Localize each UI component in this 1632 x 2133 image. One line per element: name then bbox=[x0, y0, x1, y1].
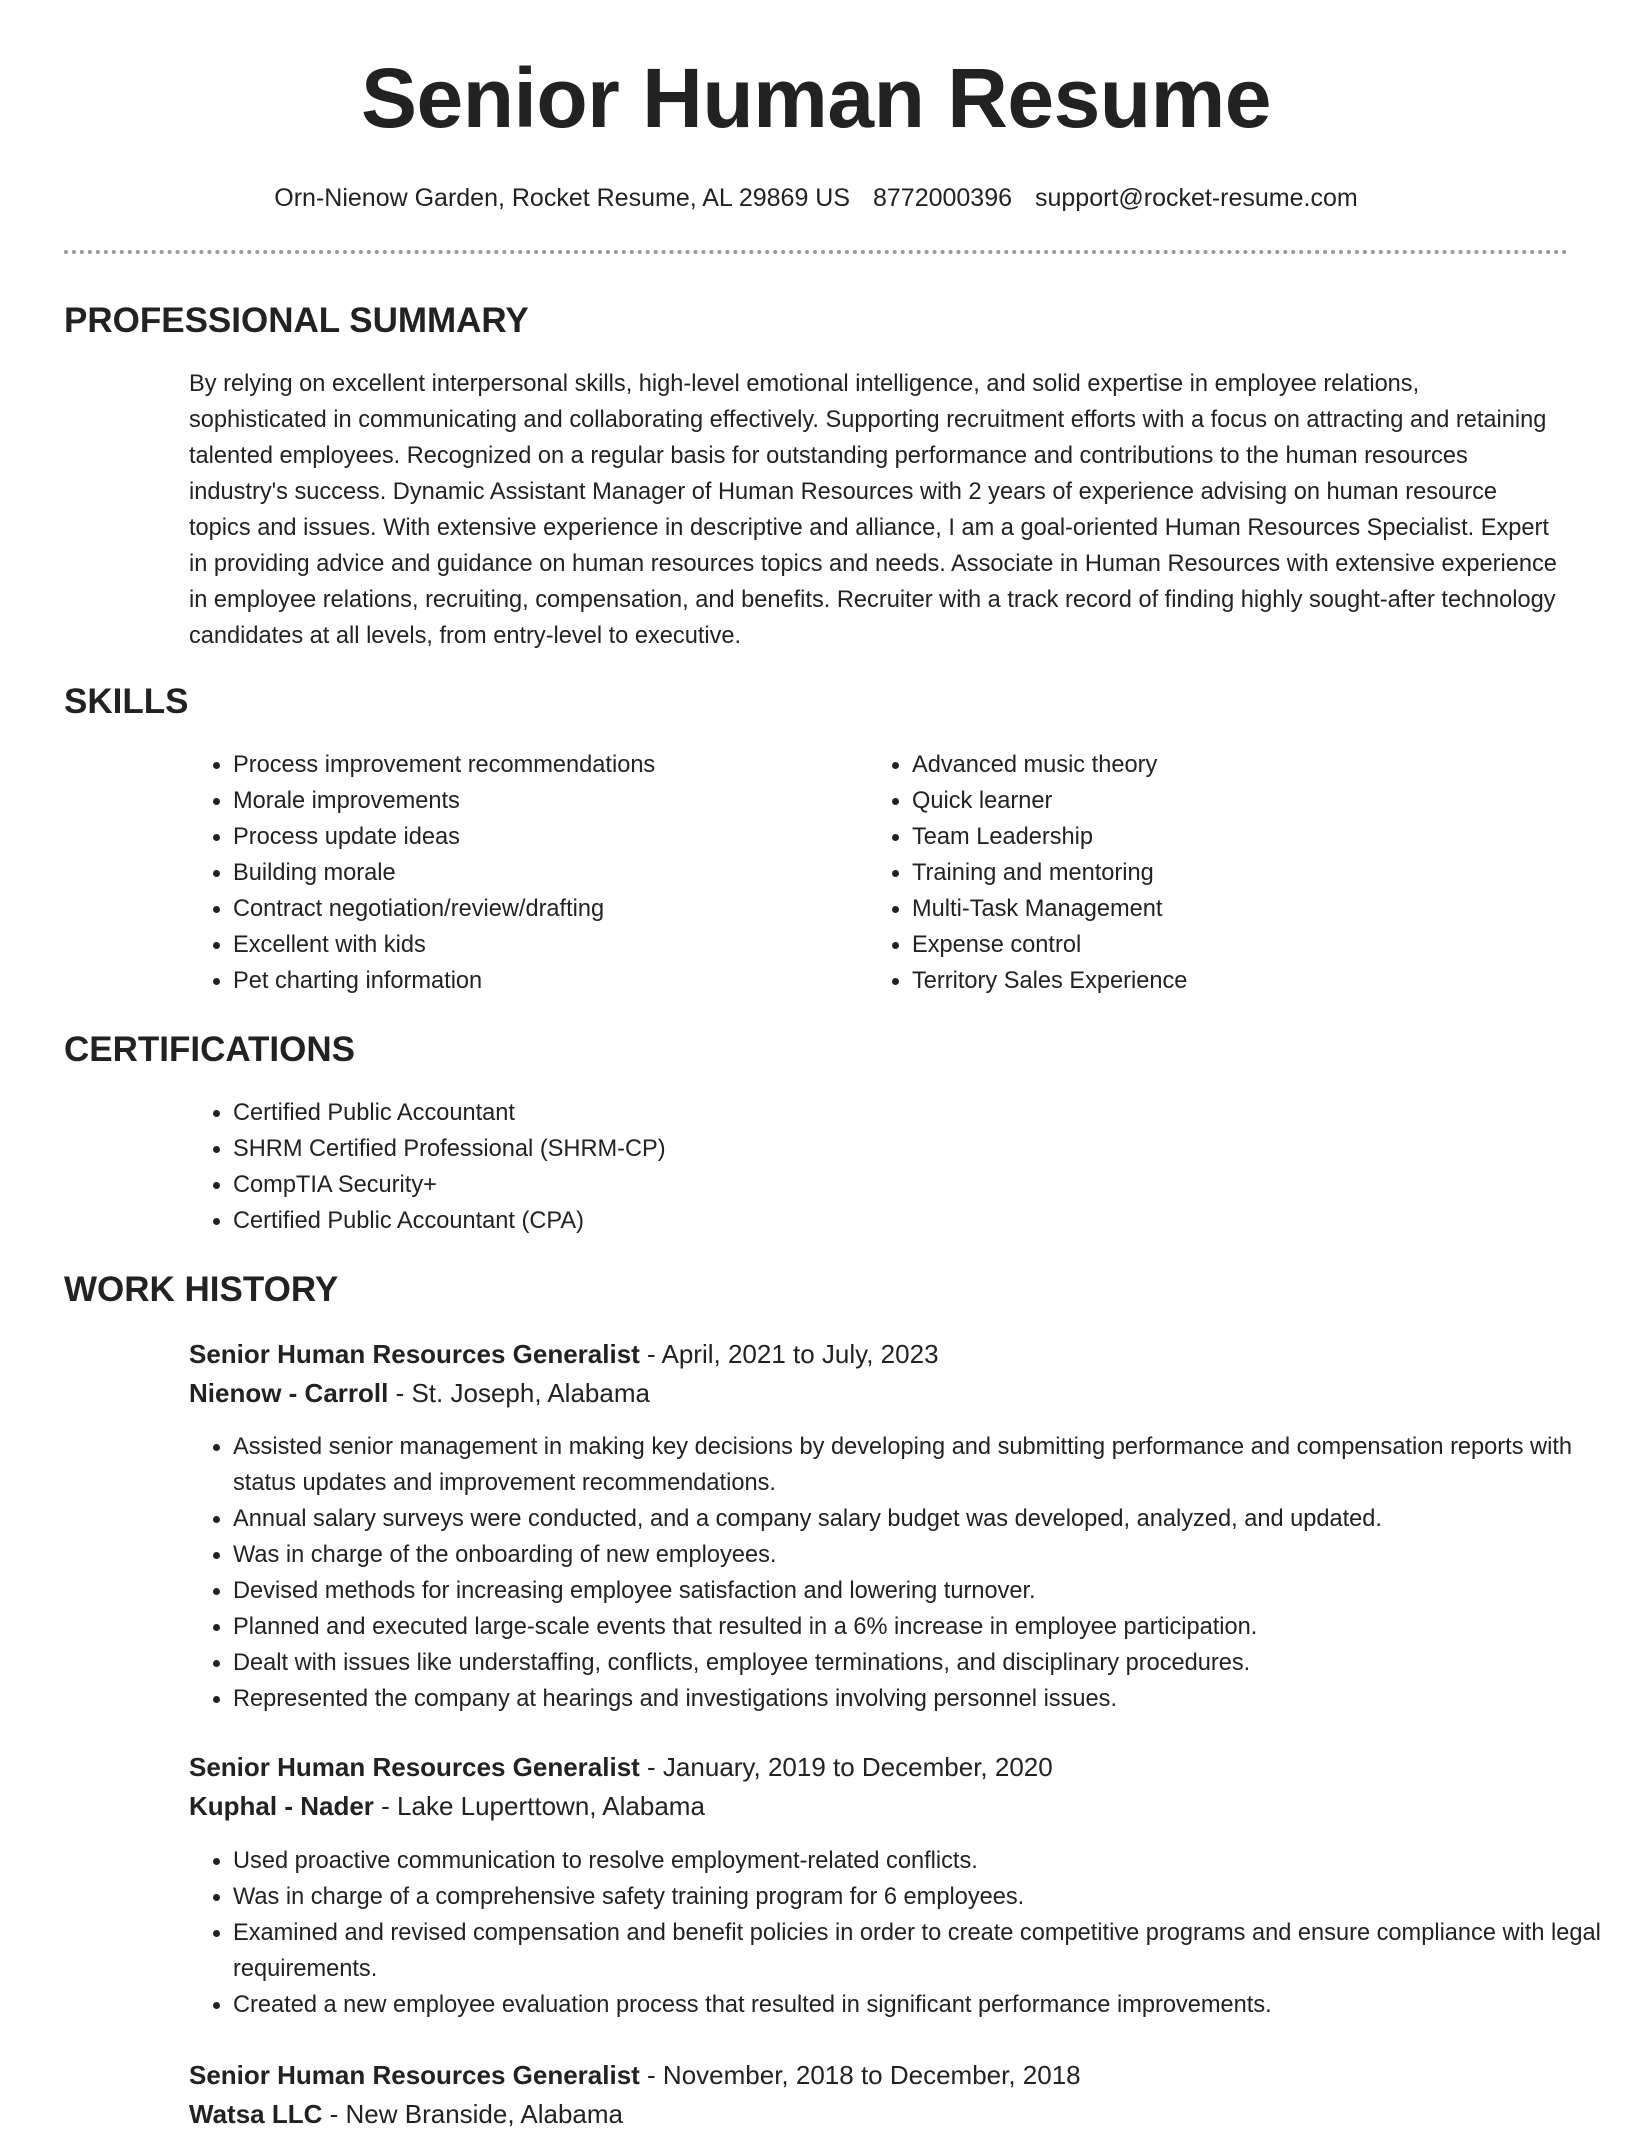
job-title: Senior Human Resources Generalist bbox=[189, 2060, 640, 2090]
resume-name: Senior Human Resume bbox=[360, 51, 1272, 145]
skill-item: • Building morale bbox=[233, 855, 843, 891]
skills-list-right bbox=[868, 747, 1572, 999]
job-duty: • Planned and executed large-scale events that resulted in a 6% increase in employee participation. bbox=[233, 1609, 1615, 1645]
certification-item: • SHRM Certified Professional (SHRM-CP) bbox=[233, 1131, 1233, 1167]
skill-item: • Advanced music theory bbox=[912, 747, 1572, 783]
job-title-line bbox=[189, 2056, 1081, 2094]
job-duties-list bbox=[189, 1429, 1615, 1717]
skill-item: • Team Leadership bbox=[912, 819, 1572, 855]
certification-item: • CompTIA Security+ bbox=[233, 1167, 1233, 1203]
job-duties-list bbox=[189, 1843, 1615, 2023]
job-company-line bbox=[189, 1374, 650, 1412]
job-duty: • Was in charge of the onboarding of new employees. bbox=[233, 1537, 1615, 1573]
job-duty: • Devised methods for increasing employee satisfaction and lowering turnover. bbox=[233, 1573, 1615, 1609]
job-company: Nienow - Carroll bbox=[189, 1378, 389, 1408]
job-company-line bbox=[189, 2095, 623, 2133]
certification-item: • Certified Public Accountant (CPA) bbox=[233, 1203, 1233, 1239]
job-duty: • Annual salary surveys were conducted, and a company salary budget was developed, analyzed, and updated. bbox=[233, 1501, 1615, 1537]
job-duty: • Was in charge of a comprehensive safety training program for 6 employees. bbox=[233, 1879, 1615, 1915]
job-dates: - November, 2018 to December, 2018 bbox=[639, 2060, 1081, 2090]
skill-item: • Excellent with kids bbox=[233, 927, 843, 963]
job-title: Senior Human Resources Generalist bbox=[189, 1339, 640, 1369]
job-dates: - April, 2021 to July, 2023 bbox=[639, 1339, 939, 1369]
summary-heading: PROFESSIONAL SUMMARY bbox=[64, 301, 529, 340]
job-dates: - January, 2019 to December, 2020 bbox=[639, 1752, 1053, 1782]
job-title: Senior Human Resources Generalist bbox=[189, 1752, 640, 1782]
job-company: Watsa LLC bbox=[189, 2099, 323, 2129]
job-duty: • Examined and revised compensation and benefit policies in order to create competitive programs and ensure compliance with legal requirements. bbox=[233, 1915, 1615, 1987]
skill-item: • Quick learner bbox=[912, 783, 1572, 819]
skill-item: • Process improvement recommendations bbox=[233, 747, 843, 783]
job-location: - St. Joseph, Alabama bbox=[388, 1378, 650, 1408]
certifications-list bbox=[189, 1095, 1233, 1239]
job-title-line bbox=[189, 1335, 939, 1373]
job-duty: • Represented the company at hearings and investigations involving personnel issues. bbox=[233, 1681, 1615, 1717]
job-duty: • Assisted senior management in making key decisions by developing and submitting performance and compensation reports with status updates and improvement recommendations. bbox=[233, 1429, 1615, 1501]
certifications-heading: CERTIFICATIONS bbox=[64, 1030, 356, 1069]
skill-item: • Process update ideas bbox=[233, 819, 843, 855]
skill-item: • Territory Sales Experience bbox=[912, 963, 1572, 999]
contact-phone: 8772000396 bbox=[872, 184, 1013, 212]
job-title-line bbox=[189, 1748, 1053, 1786]
skill-item: • Expense control bbox=[912, 927, 1572, 963]
contact-line bbox=[0, 182, 1632, 214]
skill-item: • Multi-Task Management bbox=[912, 891, 1572, 927]
job-company: Kuphal - Nader bbox=[189, 1791, 374, 1821]
job-duty: • Used proactive communication to resolve employment-related conflicts. bbox=[233, 1843, 1615, 1879]
skill-item: • Contract negotiation/review/drafting bbox=[233, 891, 843, 927]
job-location: - Lake Luperttown, Alabama bbox=[373, 1791, 705, 1821]
skills-list-left bbox=[189, 747, 843, 999]
contact-email: support@rocket-resume.com bbox=[1034, 184, 1358, 212]
contact-address: Orn-Nienow Garden, Rocket Resume, AL 29869 US bbox=[274, 184, 851, 212]
work-history-heading: WORK HISTORY bbox=[64, 1270, 339, 1309]
skill-item: • Training and mentoring bbox=[912, 855, 1572, 891]
job-duty: • Dealt with issues like understaffing, conflicts, employee terminations, and disciplinary procedures. bbox=[233, 1645, 1615, 1681]
skill-item: • Morale improvements bbox=[233, 783, 843, 819]
header-divider bbox=[64, 250, 1568, 254]
certification-item: • Certified Public Accountant bbox=[233, 1095, 1233, 1131]
skills-heading: SKILLS bbox=[64, 682, 189, 721]
skill-item: • Pet charting information bbox=[233, 963, 843, 999]
summary-text: By relying on excellent interpersonal skills, high-level emotional intelligence, and solid expertise in employee relations, sophisticated in communicating and collaborating effectively. Supporting recruitment efforts with a focus on attracting and retaining talented employees. Recognized on a regular basis for outstanding performance and contributions to the human resources industry's success. Dynamic Assistant Manager of Human Resources with 2 years of experience advising on human resource topics and issues. With extensive experience in descriptive and alliance, I am a goal-oriented Human Resources Specialist. Expert in providing advice and guidance on human resources topics and needs. Associate in Human Resources with extensive experience in employee relations, recruiting, compensation, and benefits. Recruiter with a track record of finding highly sought-after technology candidates at all levels, from entry-level to executive. bbox=[189, 371, 1557, 649]
job-duty: • Created a new employee evaluation process that resulted in significant performance improvements. bbox=[233, 1987, 1615, 2023]
job-company-line bbox=[189, 1787, 705, 1825]
job-location: - New Branside, Alabama bbox=[322, 2099, 623, 2129]
